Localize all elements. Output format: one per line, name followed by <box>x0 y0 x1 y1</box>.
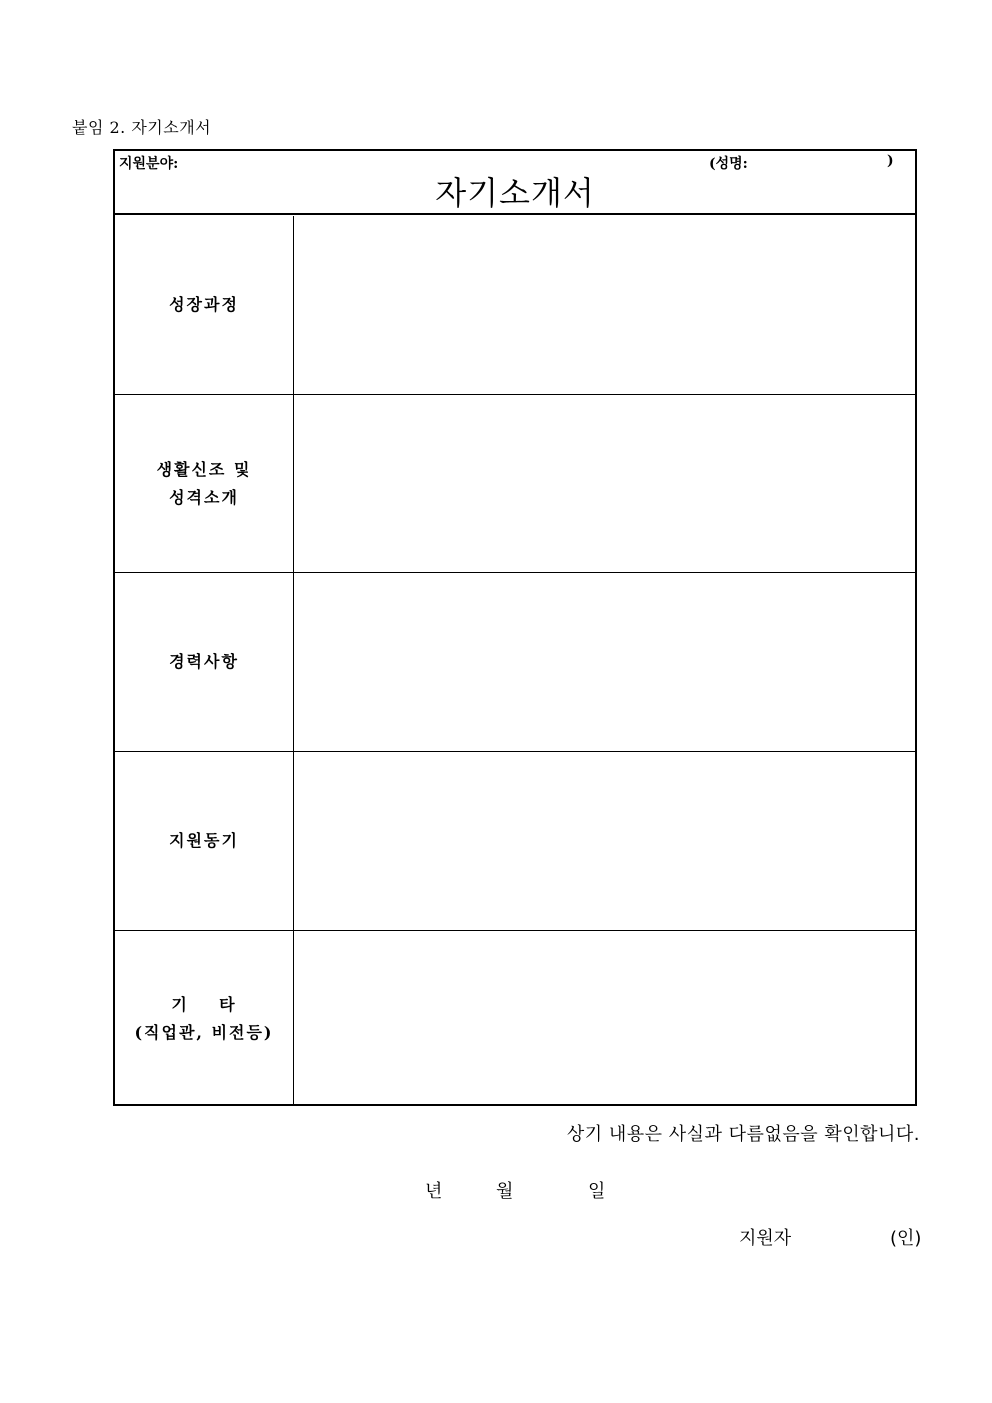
section-row-motto <box>115 395 915 573</box>
applicant-label: 지원자 <box>739 1228 792 1249</box>
seal-label: (인) <box>890 1228 922 1249</box>
name-label-close: ) <box>887 153 894 169</box>
form-title: 자기소개서 <box>435 174 595 212</box>
section-row-other <box>115 931 915 1106</box>
confirmation-statement: 상기 내용은 사실과 다름없음을 확인합니다. <box>566 1124 920 1145</box>
section-row-motivation <box>115 752 915 931</box>
section-label: 경력사항 <box>115 573 294 751</box>
section-answer-area[interactable] <box>294 573 915 751</box>
header-double-rule <box>115 214 915 215</box>
name-label: (성명: <box>709 156 748 172</box>
section-label: 생활신조 및 성격소개 <box>115 395 294 572</box>
section-answer-area[interactable] <box>294 931 915 1106</box>
date-month-label: 월 <box>496 1181 514 1202</box>
date-day-label: 일 <box>588 1181 606 1202</box>
form-header <box>115 151 915 214</box>
section-label: 지원동기 <box>115 752 294 930</box>
section-label: 성장과정 <box>115 216 294 394</box>
application-field-label: 지원분야: <box>119 156 179 172</box>
section-row-growth <box>115 216 915 395</box>
section-label: 기 타 (직업관, 비전등) <box>115 931 294 1106</box>
section-answer-area[interactable] <box>294 395 915 572</box>
self-introduction-form <box>113 149 917 1106</box>
section-answer-area[interactable] <box>294 216 915 394</box>
date-year-label: 년 <box>425 1181 443 1202</box>
section-answer-area[interactable] <box>294 752 915 930</box>
section-rows <box>115 216 915 1104</box>
section-row-career <box>115 573 915 752</box>
attachment-label: 붙임 2. 자기소개서 <box>72 118 212 137</box>
